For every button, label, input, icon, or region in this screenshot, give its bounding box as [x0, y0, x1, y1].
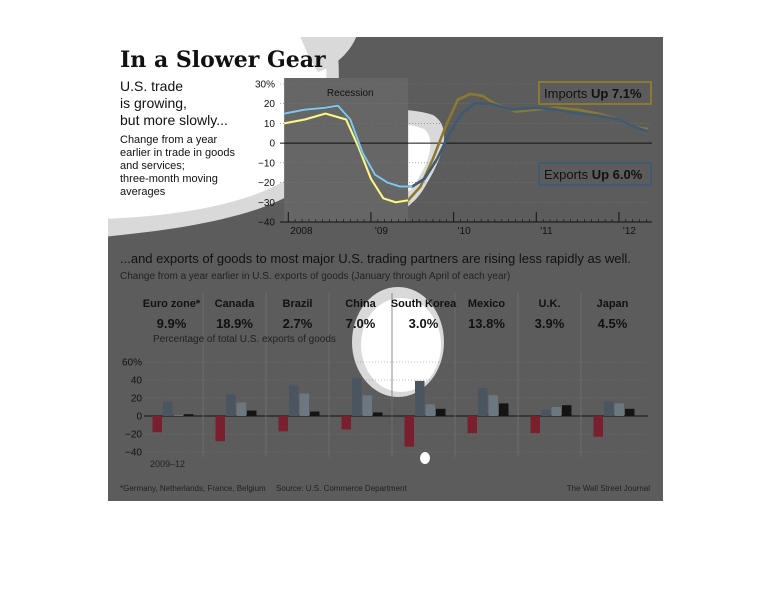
country-share-value: 9.9% — [156, 316, 187, 331]
country-label: Brazil — [282, 298, 313, 310]
line-y-tick-label: −20 — [258, 178, 275, 190]
line-x-tick-label: '10 — [457, 226, 471, 237]
share-label: Percentage of total U.S. exports of goods — [153, 334, 336, 345]
country-label: Japan — [596, 298, 629, 310]
line-y-tick-label: 10 — [263, 118, 275, 130]
footnote: *Germany, Netherlands, France, Belgium — [120, 484, 266, 493]
bar-y-tick-label: 0 — [136, 411, 142, 423]
country-label: South Korea — [390, 298, 457, 310]
bar — [216, 416, 226, 441]
bar-chart-subtitle: Change from a year earlier in U.S. exports of goods (January through April of each year) — [120, 271, 511, 282]
country-share-value: 13.8% — [468, 316, 505, 331]
bar — [436, 409, 446, 416]
note-line-4: three-month moving — [120, 173, 218, 185]
credit: The Wall Street Journal — [566, 484, 650, 493]
country-share-value: 2.7% — [282, 316, 313, 331]
bar — [531, 416, 541, 433]
country-share-value: 3.9% — [534, 316, 565, 331]
bar-y-tick-label: −20 — [125, 429, 142, 441]
chart-canvas — [108, 37, 663, 501]
subtitle-line-1: U.S. trade — [120, 78, 184, 94]
line-y-tick-label: 30% — [254, 79, 275, 91]
bar — [552, 407, 562, 416]
line-y-tick-label: −40 — [258, 217, 275, 229]
line-y-tick-label: −30 — [258, 197, 275, 209]
bar — [541, 410, 551, 416]
line-x-tick-label: '09 — [374, 226, 388, 237]
bar — [426, 404, 436, 416]
line-x-tick-label: 2008 — [290, 226, 313, 237]
bar — [247, 411, 257, 416]
bar — [279, 416, 289, 431]
country-label: U.K. — [538, 298, 561, 310]
bar — [468, 416, 478, 433]
highlight-blob-korea — [361, 298, 441, 392]
source-note: Source: U.S. Commerce Department — [276, 484, 407, 493]
line-chart — [255, 78, 652, 237]
subtitle-line-2: is growing, — [120, 95, 187, 111]
line-x-tick-label: '12 — [622, 226, 636, 237]
country-share-value: 7.0% — [345, 316, 376, 331]
recession-label: Recession — [326, 88, 374, 99]
period-label: 2009–12 — [150, 459, 186, 469]
bar — [499, 403, 509, 416]
bar — [415, 381, 425, 416]
note-line-5: averages — [120, 186, 166, 198]
country-label: Euro zone* — [142, 298, 201, 310]
bar — [405, 416, 415, 447]
bar — [163, 402, 173, 416]
page-title: In a Slower Gear — [120, 47, 326, 73]
bar-chart-title: ...and exports of goods to most major U.S. trading partners are rising less rapidly as well. — [120, 251, 631, 266]
bar-y-tick-label: −40 — [125, 447, 142, 459]
bar-y-tick-label: 20 — [130, 393, 142, 405]
bar — [352, 378, 362, 416]
country-label: Canada — [214, 298, 255, 310]
bar — [604, 402, 614, 416]
bar — [289, 385, 299, 416]
bar — [363, 395, 373, 416]
bar — [174, 415, 184, 416]
bar — [594, 416, 604, 437]
country-share-value: 4.5% — [597, 316, 628, 331]
chart-panel — [108, 37, 663, 501]
bar — [615, 403, 625, 416]
country-label: China — [345, 298, 376, 310]
line-y-tick-label: 0 — [269, 138, 275, 150]
series-label-imports: Imports Up 7.1% — [544, 86, 642, 101]
bar — [562, 405, 572, 416]
line-x-tick-label: '11 — [540, 226, 553, 237]
highlight-blob-dot — [420, 452, 430, 464]
country-share-value: 3.0% — [408, 316, 439, 331]
note-line-2: earlier in trade in goods — [120, 147, 235, 159]
country-label: Mexico — [467, 298, 506, 310]
note-line-1: Change from a year — [120, 134, 218, 146]
bar — [373, 412, 383, 416]
bar — [237, 403, 247, 417]
bar — [342, 416, 352, 430]
bar — [184, 414, 194, 416]
subtitle-line-3: but more slowly... — [120, 112, 228, 128]
line-y-tick-label: 20 — [263, 99, 275, 111]
country-share-value: 18.9% — [216, 316, 253, 331]
series-label-exports: Exports Up 6.0% — [544, 167, 643, 182]
bar — [310, 412, 320, 417]
line-y-tick-label: −10 — [258, 158, 275, 170]
bar — [226, 394, 236, 416]
note-line-3: and services; — [120, 160, 185, 172]
bar-y-tick-label: 40 — [130, 375, 142, 387]
bar — [300, 394, 310, 417]
bar-y-tick-label: 60% — [121, 357, 142, 369]
bar — [478, 388, 488, 416]
bar — [489, 395, 499, 416]
bar — [625, 409, 635, 416]
bar — [153, 416, 163, 432]
